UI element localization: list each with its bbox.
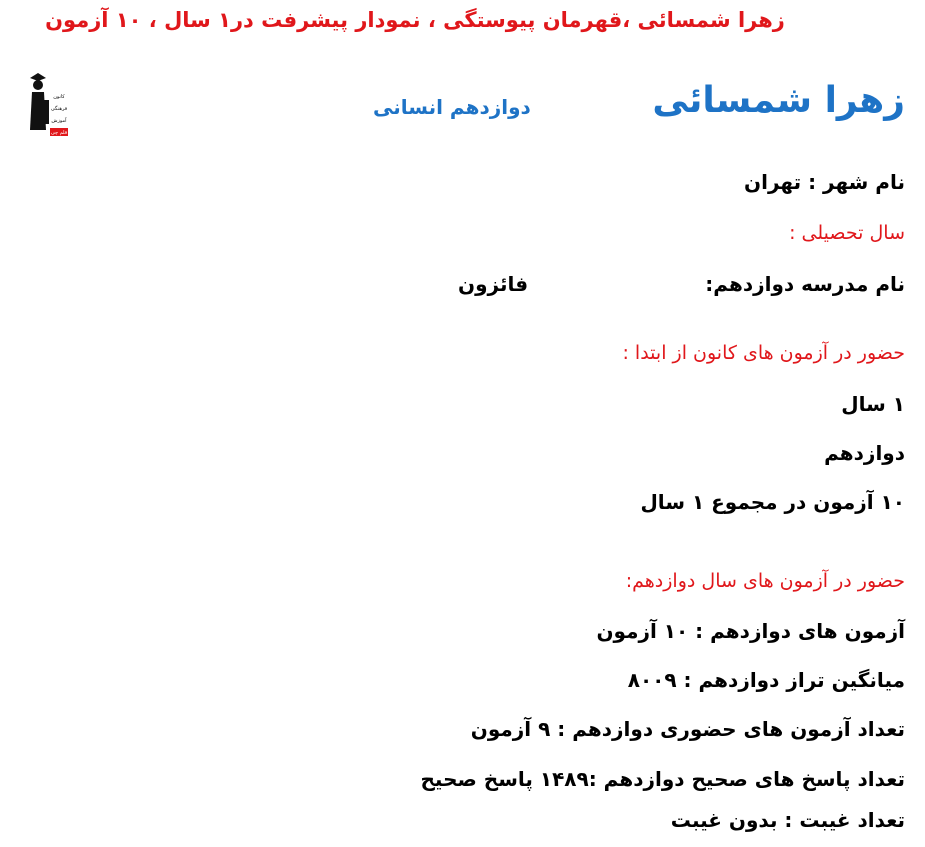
grade12-absences: تعداد غیبت : بدون غیبت xyxy=(670,808,905,832)
grade12-exams: آزمون های دوازدهم : ۱۰ آزمون xyxy=(596,619,905,643)
kanoon-logo xyxy=(28,70,70,144)
attendance-heading: حضور در آزمون های کانون از ابتدا : xyxy=(622,342,905,364)
student-name: زهرا شمسائی xyxy=(652,80,905,121)
grade-field-label: دوازدهم انسانی xyxy=(373,95,531,119)
graduate-figure-icon xyxy=(28,70,70,144)
school-name-value: فائزون xyxy=(458,272,529,296)
grade12-heading: حضور در آزمون های سال دوازدهم: xyxy=(625,570,905,592)
city-line: نام شهر : تهران xyxy=(744,170,905,194)
grade12-correct-answers: تعداد پاسخ های صحیح دوازدهم :۱۴۸۹ پاسخ صحیح xyxy=(420,767,905,791)
logo-line-3: آموزش xyxy=(51,118,67,124)
logo-line-2: فرهنگی xyxy=(50,106,68,112)
grade12-average-score: میانگین تراز دوازدهم : ۸۰۰۹ xyxy=(627,668,905,692)
logo-line-1: کانون xyxy=(53,94,65,100)
report-title: زهرا شمسائی ،قهرمان پیوستگی ، نمودار پیشرفت در۱ سال ، ۱۰ آزمون xyxy=(45,8,785,32)
attendance-years: ۱ سال xyxy=(841,392,905,416)
attendance-total: ۱۰ آزمون در مجموع ۱ سال xyxy=(640,490,905,514)
school-label: نام مدرسه دوازدهم: xyxy=(705,272,905,296)
grade12-in-person-exams: تعداد آزمون های حضوری دوازدهم : ۹ آزمون xyxy=(470,717,905,741)
logo-badge-text: قلم چی xyxy=(50,130,68,136)
academic-year-label: سال تحصیلی : xyxy=(789,222,905,244)
attendance-grade: دوازدهم xyxy=(824,441,905,465)
